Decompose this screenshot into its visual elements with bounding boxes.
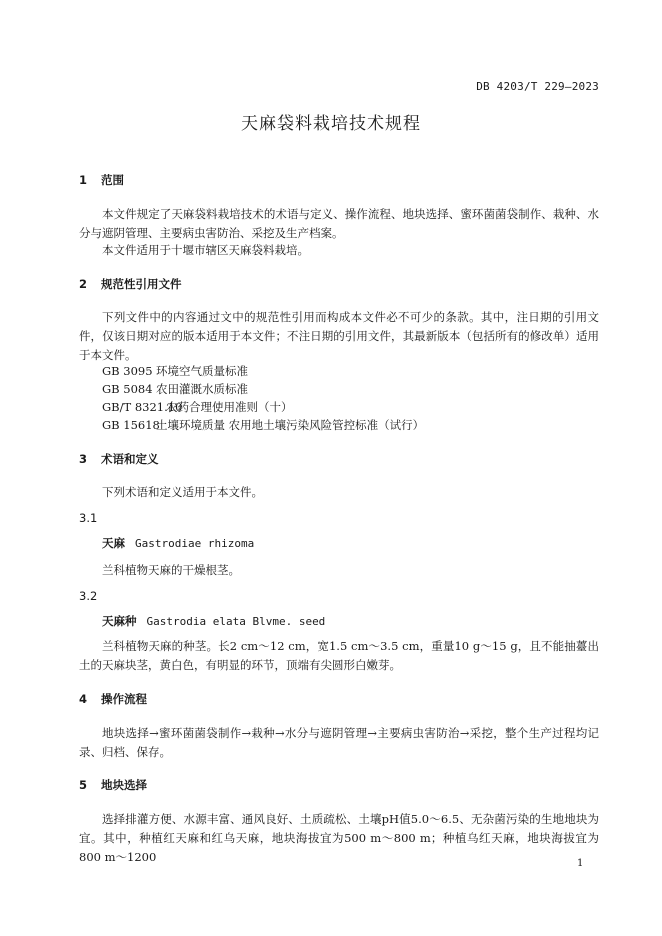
section-number: 2 (79, 277, 88, 291)
section-title: 规范性引用文件 (101, 277, 182, 291)
section-heading-4 (79, 691, 147, 707)
term-entry (102, 535, 254, 551)
reference-code: GB 5084 (102, 382, 153, 396)
paragraph: 本文件规定了天麻袋料栽培技术的术语与定义、操作流程、地块选择、蜜环菌菌袋制作、栽种、水分与遮阴管理、主要病虫害防治、采挖及生产档案。 (79, 207, 599, 240)
document-code: DB 4203/T 229—2023 (476, 80, 599, 93)
term-number: 3.1 (79, 511, 98, 525)
term-latin-name: Gastrodiae rhizoma (135, 537, 255, 550)
reference-item (102, 363, 248, 379)
reference-name: 农药合理使用准则（十） (166, 400, 293, 414)
reference-name: 土壤环境质量 农用地土壤污染风险管控标准（试行） (156, 418, 425, 432)
section-number: 1 (79, 173, 88, 187)
reference-item (102, 381, 248, 397)
term-latin-name: Gastrodia elata Blvme. seed (146, 615, 326, 628)
paragraph: 下列文件中的内容通过文中的规范性引用而构成本文件必不可少的条款。其中，注日期的引用文件，仅该日期对应的版本适用于本文件；不注日期的引用文件，其最新版本（包括所有的修改单）适用于本文件。 (79, 310, 599, 362)
paragraph: 本文件适用于十堰市辖区天麻袋料栽培。 (102, 243, 309, 257)
reference-code: GB 3095 (102, 364, 153, 378)
term-name: 天麻种 (102, 614, 137, 628)
paragraph: 地块选择→蜜环菌菌袋制作→栽种→水分与遮阴管理→主要病虫害防治→采挖，整个生产过程均记录、归档、保存。 (79, 726, 599, 759)
section-number: 3 (79, 452, 88, 466)
section-title: 操作流程 (101, 692, 148, 706)
section-heading-3 (79, 451, 159, 467)
reference-name: 环境空气质量标准 (156, 364, 248, 378)
section-title: 范围 (101, 173, 125, 187)
reference-name: 农田灌溉水质标准 (156, 382, 248, 396)
section-heading-5 (79, 777, 147, 793)
paragraph: 下列术语和定义适用于本文件。 (102, 485, 263, 499)
document-title: 天麻袋料栽培技术规程 (241, 114, 421, 134)
reference-code: GB/T 8321.10 (102, 400, 183, 414)
section-heading-1 (79, 172, 124, 188)
term-definition: 兰科植物天麻的种茎。长2 cm～12 cm，宽1.5 cm～3.5 cm，重量10 g～15 g，且不能抽薹出土的天麻块茎，黄白色，有明显的环节，顶端有尖圆形白嫩芽。 (79, 639, 599, 672)
section-heading-2 (79, 276, 182, 292)
section-title: 地块选择 (101, 778, 148, 792)
reference-item (102, 399, 293, 415)
page-number: 1 (577, 858, 584, 869)
term-definition: 兰科植物天麻的干燥根茎。 (102, 563, 240, 577)
section-title: 术语和定义 (101, 452, 159, 466)
section-number: 4 (79, 692, 88, 706)
term-number: 3.2 (79, 589, 98, 603)
section-number: 5 (79, 778, 88, 792)
reference-code: GB 15618 (102, 418, 160, 432)
reference-item (102, 417, 424, 433)
paragraph: 选择排灌方便、水源丰富、通风良好、土质疏松、土壤pH值5.0～6.5、无杂菌污染的生地地块为宜。其中，种植红天麻和红乌天麻，地块海拔宜为500 m～800 m；种植乌红天麻，地块海拔宜为800 m～1200 (79, 812, 599, 864)
term-entry (102, 613, 325, 629)
term-name: 天麻 (102, 536, 125, 550)
